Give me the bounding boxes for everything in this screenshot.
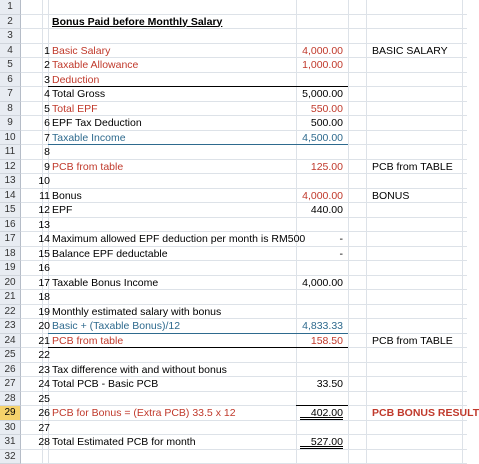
row-header[interactable]: 16 [0,218,21,233]
double-underline [300,417,343,420]
item-label: EPF Tax Deduction [52,117,142,129]
item-value[interactable]: 550.00 [310,102,343,115]
row-header[interactable]: 3 [0,29,21,44]
row-header[interactable]: 30 [0,421,21,436]
row-header[interactable]: 6 [0,73,21,88]
grid-row[interactable] [21,450,467,464]
item-label: Monthly estimated salary with bonus [52,305,222,318]
row-header[interactable]: 9 [0,116,21,131]
item-label: Basic + (Taxable Bonus)/12 [52,320,181,332]
item-number: 3 [44,73,50,86]
item-value[interactable]: 125.00 [310,160,343,173]
item-label: Taxable Allowance [52,59,139,71]
item-value[interactable]: 4,000.00 [302,189,343,202]
item-number: 16 [38,262,50,274]
item-note: PCB BONUS RESULT [372,407,479,419]
item-label: Bonus [52,189,82,202]
grid-row[interactable] [21,145,467,160]
item-number: 22 [38,349,50,361]
item-label: PCB from table [52,334,124,347]
item-label: Total EPF [52,102,98,115]
item-number: 24 [38,378,50,390]
cell-border [48,333,348,334]
item-number: 18 [38,291,50,303]
item-label: Total Gross [52,88,106,100]
row-header[interactable]: 22 [0,305,21,320]
item-value[interactable]: 402.00 [310,407,343,419]
item-number: 12 [38,204,50,216]
item-note: BASIC SALARY [372,44,448,57]
item-number: 14 [38,233,50,245]
item-label: Basic Salary [52,44,111,57]
double-underline [300,446,343,449]
item-number: 19 [38,305,50,318]
item-value[interactable]: 33.50 [316,378,343,390]
row-header[interactable]: 1 [0,0,21,15]
item-label: PCB for Bonus = (Extra PCB) 33.5 x 12 [52,407,236,419]
row-header[interactable]: 12 [0,160,21,175]
item-label: Balance EPF deductable [52,247,168,260]
item-label: Taxable Income [52,131,126,144]
row-header[interactable]: 13 [0,174,21,189]
cell-border [48,347,348,348]
row-header[interactable]: 32 [0,450,21,464]
item-number: 28 [38,436,50,448]
item-note: PCB from TABLE [372,160,453,173]
row-header[interactable]: 7 [0,87,21,102]
item-number: 5 [44,102,50,115]
grid-row[interactable] [21,29,467,44]
item-label: Total Estimated PCB for month [52,436,196,448]
item-number: 1 [44,44,50,57]
item-label: Tax difference with and without bonus [52,363,227,376]
grid-row[interactable] [21,421,467,436]
row-header[interactable]: 10 [0,131,21,146]
row-header[interactable]: 21 [0,290,21,305]
item-number: 21 [38,334,50,347]
item-number: 25 [38,392,50,405]
sheet-title: Bonus Paid before Monthly Salary [52,15,223,28]
item-number: 27 [38,421,50,434]
grid-row[interactable] [21,203,467,218]
row-header[interactable]: 5 [0,58,21,73]
item-value[interactable]: 158.50 [310,334,343,347]
row-header[interactable]: 11 [0,145,21,160]
row-header[interactable]: 19 [0,261,21,276]
item-label: Maximum allowed EPF deduction per month is RM500 [52,233,306,245]
item-number: 4 [44,88,50,100]
item-value[interactable]: 1,000.00 [302,59,343,71]
item-label: Deduction [52,73,100,86]
row-header[interactable]: 29 [0,406,21,421]
item-number: 11 [39,189,50,202]
item-number: 13 [38,218,50,231]
item-value[interactable]: 4,000.00 [302,44,343,57]
grid-row[interactable] [21,218,467,233]
item-value[interactable]: 4,000.00 [302,276,343,289]
grid-row[interactable] [21,261,467,276]
item-label: Taxable Bonus Income [52,276,159,289]
grid-row[interactable] [21,0,467,15]
item-note: BONUS [372,189,410,202]
row-header[interactable]: 26 [0,363,21,378]
item-value[interactable]: 527.00 [310,436,343,448]
row-header[interactable]: 2 [0,15,21,30]
grid-row[interactable] [21,290,467,305]
item-value[interactable]: 440.00 [310,204,343,216]
cell-border [48,144,348,145]
row-header[interactable]: 28 [0,392,21,407]
item-label: PCB from table [52,160,124,173]
item-number: 15 [38,247,50,260]
item-value[interactable]: 4,833.33 [302,320,343,332]
item-number: 20 [38,320,50,332]
item-number: 9 [44,160,50,173]
item-value[interactable]: 5,000.00 [302,88,343,100]
row-header[interactable]: 25 [0,348,21,363]
row-header[interactable]: 18 [0,247,21,262]
cell-border [48,86,348,87]
item-number: 23 [38,363,50,376]
item-number: 7 [44,131,50,144]
row-header[interactable]: 15 [0,203,21,218]
row-header[interactable]: 8 [0,102,21,117]
row-header[interactable]: 14 [0,189,21,204]
item-value[interactable]: 4,500.00 [302,131,343,144]
grid-row[interactable] [21,392,467,407]
item-value[interactable]: - [339,247,343,260]
grid-row[interactable] [21,348,467,363]
row-header[interactable]: 4 [0,44,21,59]
row-header[interactable]: 24 [0,334,21,349]
row-header[interactable]: 20 [0,276,21,291]
item-number: 10 [38,175,50,187]
grid-row[interactable] [21,174,467,189]
row-header[interactable]: 27 [0,377,21,392]
row-header[interactable]: 23 [0,319,21,334]
item-number: 17 [38,276,50,289]
item-number: 6 [44,117,50,129]
item-number: 26 [38,407,50,419]
item-label: EPF [52,204,73,216]
item-value[interactable]: 500.00 [310,117,343,129]
item-label: Total PCB - Basic PCB [52,378,159,390]
item-note: PCB from TABLE [372,334,453,347]
item-number: 2 [44,59,50,71]
row-header[interactable]: 31 [0,435,21,450]
item-value[interactable]: - [339,233,343,245]
cell-border [296,405,348,406]
item-number: 8 [44,146,50,158]
row-header[interactable]: 17 [0,232,21,247]
